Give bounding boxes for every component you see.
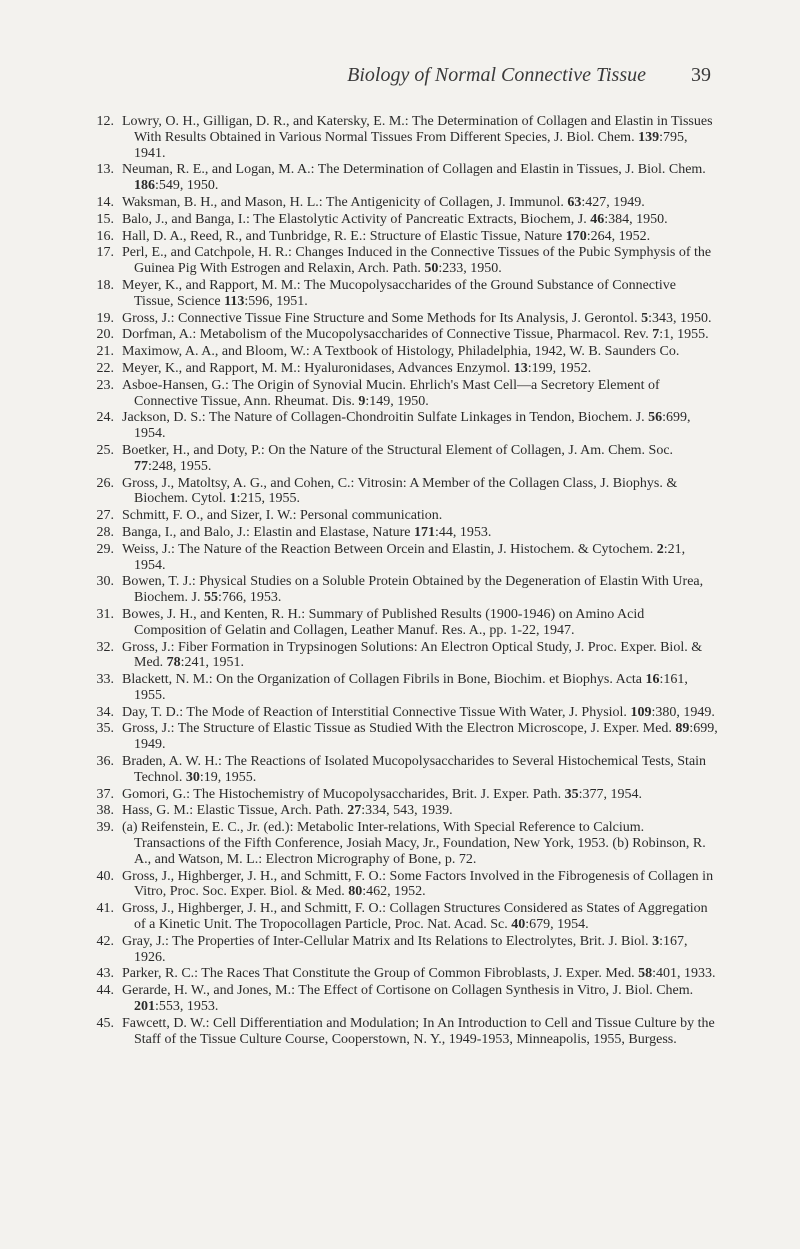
page-number: 39 (691, 64, 711, 86)
reference-number: 15. (96, 211, 114, 227)
volume-number: 3 (652, 933, 660, 949)
pages-year: :233, 1950. (438, 261, 502, 277)
reference-item (88, 278, 718, 310)
reference-number: 42. (96, 933, 114, 949)
reference-item (88, 508, 718, 524)
volume-number: 186 (134, 178, 155, 194)
reference-item (88, 803, 718, 819)
reference-text (122, 508, 718, 524)
citation: Weiss, J.: The Nature of the Reaction Between Orcein and Elastin, J. Histochem. & Cytochem. (122, 541, 657, 557)
pages-year: :679, 1954. (525, 917, 589, 933)
citation: Balo, J., and Banga, I.: The Elastolytic Activity of Pancreatic Extracts, Biochem, J. (122, 211, 591, 227)
reference-number: 41. (96, 901, 114, 917)
reference-number: 19. (96, 310, 114, 326)
volume-number: 5 (641, 310, 649, 326)
reference-item (88, 311, 718, 327)
volume-number: 50 (424, 261, 439, 277)
reference-text (122, 901, 718, 933)
reference-text (122, 574, 718, 606)
reference-text (122, 542, 718, 574)
reference-item (88, 672, 718, 704)
reference-text (122, 361, 718, 377)
reference-number: 23. (96, 377, 114, 393)
reference-item (88, 229, 718, 245)
reference-text (122, 525, 718, 541)
reference-number: 14. (96, 194, 114, 210)
volume-number: 80 (348, 884, 363, 900)
volume-number: 139 (638, 129, 660, 145)
citation: Boetker, H., and Doty, P.: On the Nature of the Structural Element of Collagen, J. Am. Chem. Soc. (122, 442, 674, 458)
pages-year: :21, 1954. (134, 541, 686, 573)
reference-text (122, 869, 718, 901)
citation: Day, T. D.: The Mode of Reaction of Interstitial Connective Tissue With Water, J. Physiol. (122, 704, 631, 720)
pages-year: :161, 1955. (134, 672, 688, 703)
citation: Fawcett, D. W.: Cell Differentiation and Modulation; In An Introduction to Cell and Tissue Culture by the Staff of the Tissue Culture Course, Cooperstown, N. Y., 1949-1953, Minneapolis, 1955, Burgess. (122, 1015, 715, 1047)
pages-year: :596, 1951. (244, 293, 308, 309)
volume-number: 89 (675, 721, 690, 737)
reference-text (122, 311, 718, 327)
citation: Banga, I., and Balo, J.: Elastin and Elastase, Nature (122, 524, 414, 540)
reference-item (88, 820, 718, 867)
reference-item (88, 525, 718, 541)
volume-number: 27 (347, 803, 362, 819)
reference-text (122, 162, 718, 194)
reference-item (88, 327, 718, 343)
reference-number: 28. (96, 524, 114, 540)
pages-year: :377, 1954. (578, 786, 643, 802)
reference-number: 43. (96, 966, 114, 982)
citation: Meyer, K., and Rapport, M. M.: The Mucopolysaccharides of the Ground Substance of Connective Tissue, Science (122, 277, 676, 309)
volume-number: 201 (134, 999, 155, 1015)
reference-number: 27. (96, 508, 114, 524)
reference-number: 16. (96, 228, 114, 244)
reference-text (122, 721, 718, 753)
reference-number: 18. (96, 277, 114, 293)
volume-number: 35 (564, 786, 579, 802)
volume-number: 56 (648, 410, 663, 426)
reference-number: 31. (96, 606, 114, 622)
volume-number: 78 (166, 655, 181, 671)
reference-number: 36. (96, 754, 114, 770)
reference-text (122, 114, 718, 161)
running-title: Biology of Normal Connective Tissue (347, 64, 646, 86)
reference-item (88, 934, 718, 966)
citation: Gomori, G.: The Histochemistry of Mucopolysaccharides, Brit. J. Exper. Path. (122, 786, 565, 802)
citation: Gross, J., Highberger, J. H., and Schmitt, F. O.: Collagen Structures Considered as States of Aggregation of a Kinetic Unit. The Tropocollagen Particle, Proc. Nat. Acad. Sc. (122, 901, 708, 933)
volume-number: 9 (358, 393, 366, 409)
reference-text (122, 378, 718, 410)
citation: Gerarde, H. W., and Jones, M.: The Effect of Cortisone on Collagen Synthesis in Vitro, J. Biol. Chem. (122, 983, 694, 999)
reference-number: 26. (96, 475, 114, 491)
pages-year: :248, 1955. (148, 458, 212, 474)
pages-year: :241, 1951. (180, 655, 245, 671)
citation: Gross, J., Highberger, J. H., and Schmitt, F. O.: Some Factors Involved in the Fibrogenesis of Collagen in Vitro, Proc. Soc. Exper. Biol. & Med. (122, 868, 714, 900)
pages-year: :380, 1949. (651, 704, 715, 720)
reference-number: 38. (96, 803, 114, 819)
reference-number: 24. (96, 410, 114, 426)
pages-year: :167, 1926. (134, 933, 688, 965)
pages-year: :384, 1950. (604, 211, 668, 227)
reference-item (88, 754, 718, 786)
citation: Waksman, B. H., and Mason, H. L.: The Antigenicity of Collagen, J. Immunol. (122, 194, 568, 210)
citation: Gray, J.: The Properties of Inter-Cellular Matrix and Its Relations to Electrolytes, Brit. J. Biol. (122, 933, 653, 949)
reference-item (88, 410, 718, 442)
pages-year: :343, 1950. (648, 310, 712, 326)
reference-item (88, 574, 718, 606)
reference-number: 40. (96, 868, 114, 884)
pages-year: :199, 1952. (527, 360, 592, 376)
pages-year: :699, 1954. (134, 410, 691, 442)
reference-item (88, 869, 718, 901)
reference-number: 33. (96, 672, 114, 688)
reference-text (122, 754, 718, 786)
reference-number: 17. (96, 245, 114, 261)
reference-text (122, 787, 718, 803)
pages-year: :19, 1955. (199, 769, 257, 785)
citation: (a) Reifenstein, E. C., Jr. (ed.): Metabolic Inter-relations, With Special Reference to Calcium. Transactions of the Fifth Conference, Josiah Macy, Jr., Foundation, New York, 1953. (b) Robinson, R. A., and Watson, M. L.: Electron Micrography of Bone, p. 72. (122, 820, 706, 867)
pages-year: :1, 1955. (659, 327, 709, 343)
reference-item (88, 787, 718, 803)
reference-text (122, 245, 718, 277)
citation: Gross, J.: Connective Tissue Fine Structure and Some Methods for Its Analysis, J. Gerontol. (122, 310, 642, 326)
citation: Gross, J., Matoltsy, A. G., and Cohen, C.: Vitrosin: A Member of the Collagen Class, J. Biophys. & Biochem. Cytol. (122, 475, 678, 507)
reference-item (88, 476, 718, 508)
pages-year: :427, 1949. (581, 194, 645, 210)
volume-number: 2 (656, 541, 664, 557)
volume-number: 7 (652, 327, 660, 343)
citation: Hall, D. A., Reed, R., and Tunbridge, R. E.: Structure of Elastic Tissue, Nature (122, 228, 566, 244)
citation: Bowen, T. J.: Physical Studies on a Soluble Protein Obtained by the Degeneration of Elastin With Urea, Biochem. J. (122, 574, 704, 606)
reference-item (88, 705, 718, 721)
reference-text (122, 212, 718, 228)
reference-text (122, 640, 718, 672)
reference-item (88, 607, 718, 639)
citation: Gross, J.: Fiber Formation in Trypsinogen Solutions: An Electron Optical Study, J. Proc. Exper. Biol. & Med. (122, 639, 703, 671)
reference-number: 37. (96, 786, 114, 802)
pages-year: :795, 1941. (134, 129, 688, 161)
reference-number: 45. (96, 1015, 114, 1031)
reference-item (88, 195, 718, 211)
reference-item (88, 901, 718, 933)
reference-number: 32. (96, 639, 114, 655)
reference-item (88, 542, 718, 574)
volume-number: 46 (590, 211, 605, 227)
reference-item (88, 245, 718, 277)
volume-number: 40 (511, 917, 526, 933)
reference-text (122, 1016, 718, 1048)
pages-year: :264, 1952. (586, 228, 651, 244)
reference-text (122, 278, 718, 310)
reference-item (88, 640, 718, 672)
citation: Gross, J.: The Structure of Elastic Tissue as Studied With the Electron Microscope, J. Exper. Med. (122, 721, 676, 737)
volume-number: 109 (630, 704, 652, 720)
reference-item (88, 378, 718, 410)
reference-item (88, 162, 718, 194)
volume-number: 170 (565, 228, 587, 244)
pages-year: :149, 1950. (365, 393, 429, 409)
pages-year: :699, 1949. (134, 721, 718, 753)
citation: Dorfman, A.: Metabolism of the Mucopolysaccharides of Connective Tissue, Pharmacol. Rev. (122, 327, 653, 343)
reference-number: 39. (96, 820, 114, 836)
volume-number: 63 (567, 194, 582, 210)
volume-number: 1 (229, 491, 237, 507)
citation: Jackson, D. S.: The Nature of Collagen-Chondroitin Sulfate Linkages in Tendon, Biochem. J. (122, 410, 649, 426)
reference-item (88, 212, 718, 228)
pages-year: :766, 1953. (218, 590, 282, 606)
reference-number: 35. (96, 721, 114, 737)
pages-year: :549, 1950. (155, 178, 219, 194)
reference-number: 29. (96, 541, 114, 557)
reference-text (122, 344, 718, 360)
citation: Blackett, N. M.: On the Organization of Collagen Fibrils in Bone, Biochim. et Biophys. Acta (122, 672, 646, 688)
reference-number: 21. (96, 344, 114, 360)
citation: Lowry, O. H., Gilligan, D. R., and Katersky, E. M.: The Determination of Collagen and Elastin in Tissues With Results Obtained in Various Normal Tissues From Different Species, J. Biol. Chem. (122, 114, 713, 145)
reference-item (88, 983, 718, 1015)
pages-year: :334, 543, 1939. (361, 803, 453, 819)
reference-number: 13. (96, 162, 114, 178)
volume-number: 58 (638, 966, 653, 982)
citation: Hass, G. M.: Elastic Tissue, Arch. Path. (122, 803, 348, 819)
volume-number: 77 (134, 458, 148, 474)
reference-text (122, 195, 718, 211)
reference-number: 44. (96, 983, 114, 999)
reference-number: 30. (96, 574, 114, 590)
reference-text (122, 327, 718, 343)
pages-year: :401, 1933. (652, 966, 716, 982)
reference-number: 22. (96, 360, 114, 376)
reference-number: 20. (96, 327, 114, 343)
citation: Bowes, J. H., and Kenten, R. H.: Summary of Published Results (1900-1946) on Amino Acid Composition of Gelatin and Collagen, Leather Manuf. Res. A., pp. 1-22, 1947. (122, 606, 645, 638)
reference-text (122, 803, 718, 819)
reference-number: 12. (96, 114, 114, 129)
citation: Asboe-Hansen, G.: The Origin of Synovial Mucin. Ehrlich's Mast Cell—a Secretory Element of Connective Tissue, Ann. Rheumat. Dis. (122, 377, 660, 409)
pages-year: :553, 1953. (155, 999, 219, 1015)
volume-number: 113 (224, 293, 245, 309)
volume-number: 30 (185, 769, 200, 785)
reference-text (122, 934, 718, 966)
citation: Perl, E., and Catchpole, H. R.: Changes Induced in the Connective Tissues of the Pubic Symphysis of the Guinea Pig With Estrogen and Relaxin, Arch. Path. (122, 245, 712, 277)
citation: Meyer, K., and Rapport, M. M.: Hyaluronidases, Advances Enzymol. (122, 360, 514, 376)
reference-item (88, 1016, 718, 1048)
reference-item (88, 361, 718, 377)
pages-year: :215, 1955. (236, 491, 301, 507)
reference-item (88, 721, 718, 753)
running-header (0, 64, 711, 87)
reference-text (122, 820, 718, 867)
reference-item (88, 344, 718, 360)
volume-number: 171 (413, 524, 435, 540)
reference-item (88, 443, 718, 475)
citation: Braden, A. W. H.: The Reactions of Isolated Mucopolysaccharides to Several Histochemical Tests, Stain Technol. (122, 754, 707, 785)
citation: Maximow, A. A., and Bloom, W.: A Textbook of Histology, Philadelphia, 1942, W. B. Saunders Co. (122, 344, 680, 360)
reference-text (122, 607, 718, 639)
reference-list (88, 114, 718, 1048)
citation: Schmitt, F. O., and Sizer, I. W.: Personal communication. (122, 508, 443, 524)
reference-text (122, 476, 718, 508)
reference-text (122, 705, 718, 721)
volume-number: 16 (645, 672, 660, 688)
reference-text (122, 983, 718, 1015)
volume-number: 55 (204, 590, 218, 606)
citation: Parker, R. C.: The Races That Constitute the Group of Common Fibroblasts, J. Exper. Med. (122, 966, 639, 982)
volume-number: 13 (513, 360, 528, 376)
citation: Neuman, R. E., and Logan, M. A.: The Determination of Collagen and Elastin in Tissues, J. Biol. Chem. (122, 162, 706, 178)
reference-text (122, 410, 718, 442)
reference-item (88, 966, 718, 982)
reference-number: 34. (96, 704, 114, 720)
reference-text (122, 229, 718, 245)
reference-text (122, 966, 718, 982)
reference-number: 25. (96, 442, 114, 458)
pages-year: :462, 1952. (362, 884, 426, 900)
reference-text (122, 672, 718, 704)
reference-item (88, 114, 718, 161)
reference-text (122, 443, 718, 475)
pages-year: :44, 1953. (434, 524, 492, 540)
